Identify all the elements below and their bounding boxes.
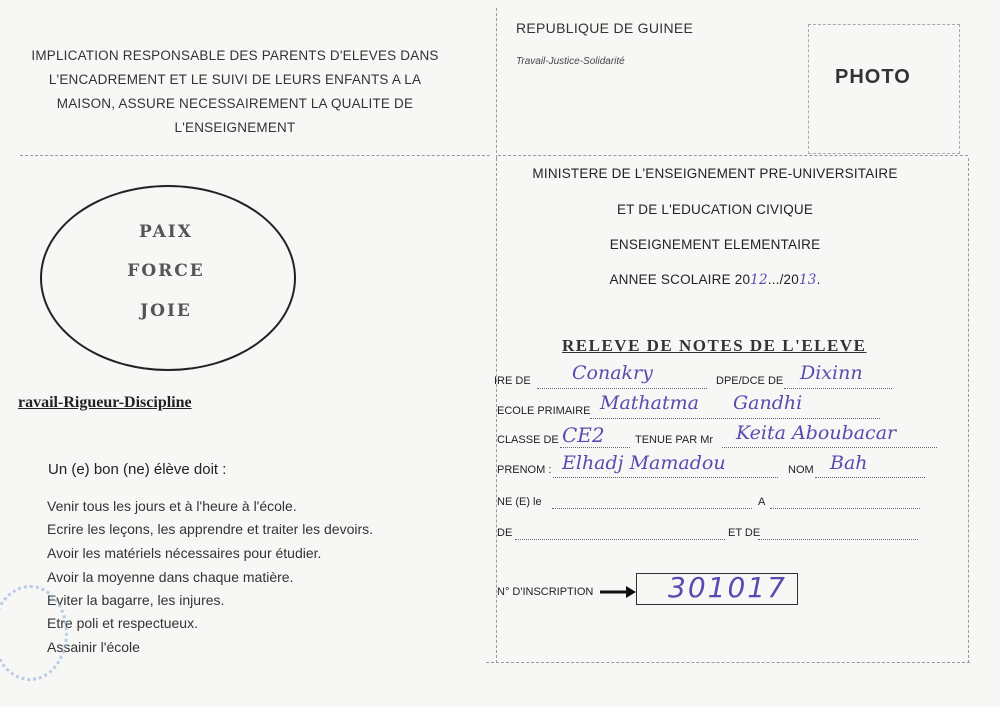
- school-year-label: ANNEE SCOLAIRE 20: [609, 272, 751, 287]
- releve-title: RELEVE DE NOTES DE L'ELEVE: [562, 336, 867, 355]
- frame-bottom: [486, 662, 970, 663]
- school-year-sep: .../20: [767, 272, 799, 287]
- rule-item: Avoir les matériels nécessaires pour étudier.: [47, 545, 322, 561]
- ecole-label: ECOLE PRIMAIRE: [497, 405, 591, 417]
- de-label: DE: [497, 527, 513, 539]
- ministry-line: MINISTERE DE L'ENSEIGNEMENT PRE-UNIVERSITAIRE: [532, 166, 898, 181]
- ne-label: NE (E) le: [497, 496, 542, 508]
- photo-box: [808, 24, 960, 154]
- classe-line: [560, 447, 630, 448]
- national-devise: Travail-Justice-Solidarité: [516, 56, 625, 67]
- ne-line: [552, 508, 752, 509]
- etde-line: [758, 539, 918, 540]
- good-student-title: Un (e) bon (ne) élève doit :: [48, 461, 227, 478]
- dpe-value: Dixinn: [800, 362, 863, 384]
- school-year: [500, 272, 930, 288]
- stamp-mark: [0, 585, 68, 681]
- rule-item: Etre poli et respectueux.: [47, 615, 198, 631]
- tenue-label: TENUE PAR Mr: [635, 434, 714, 446]
- de-line: [515, 539, 725, 540]
- motto-line: L'ENSEIGNEMENT: [174, 120, 296, 135]
- nom-value: Bah: [830, 452, 868, 474]
- emblem-word-force: FORCE: [127, 261, 205, 281]
- ire-value: Conakry: [572, 362, 653, 384]
- ecole-value: Mathatma Gandhi: [600, 392, 803, 414]
- nom-line: [815, 477, 925, 478]
- rule-item: Eviter la bagarre, les injures.: [47, 592, 225, 608]
- divider: [20, 155, 490, 156]
- prenom-value: Elhadj Mamadou: [562, 452, 726, 474]
- ire-label: IRE DE: [494, 375, 531, 387]
- rule-item: Ecrire les leçons, les apprendre et traiter les devoirs.: [47, 521, 374, 537]
- inscription-label: N° D'INSCRIPTION: [497, 586, 594, 598]
- school-year-start: 12: [750, 272, 768, 288]
- rule-item: Venir tous les jours et à l'heure à l'école.: [47, 498, 297, 514]
- a-label: A: [758, 496, 766, 508]
- emblem-word-paix: PAIX: [139, 222, 193, 242]
- ministry-line: ET DE L'EDUCATION CIVIQUE: [616, 202, 814, 217]
- divider: [496, 8, 497, 158]
- republic-title: REPUBLIQUE DE GUINEE: [516, 20, 694, 36]
- discipline-motto: ravail-Rigueur-Discipline: [18, 394, 192, 411]
- motto-block: [20, 44, 450, 140]
- ministry-line: ENSEIGNEMENT ELEMENTAIRE: [609, 237, 821, 252]
- tenue-value: Keita Aboubacar: [736, 422, 897, 444]
- inscription-value: 301017: [668, 571, 787, 604]
- prenom-line: [553, 477, 778, 478]
- rule-item: Assainir l'école: [47, 639, 140, 655]
- prenom-label: PRENOM :: [497, 464, 552, 476]
- ecole-line: [590, 418, 880, 419]
- frame-right: [968, 158, 969, 663]
- dpe-label: DPE/DCE DE: [716, 375, 784, 387]
- nom-label: NOM: [788, 464, 814, 476]
- arrow-right-icon: [600, 585, 636, 599]
- divider: [498, 155, 968, 156]
- classe-value: CE2: [562, 423, 605, 447]
- motto-line: IMPLICATION RESPONSABLE DES PARENTS D'ELEVES DANS: [31, 48, 439, 63]
- ire-line: [537, 388, 707, 389]
- classe-label: CLASSE DE: [497, 434, 559, 446]
- a-line: [770, 508, 920, 509]
- motto-line: MAISON, ASSURE NECESSAIREMENT LA QUALITE DE: [56, 96, 414, 111]
- school-year-end: 13: [798, 272, 817, 288]
- tenue-line: [722, 447, 937, 448]
- emblem-word-joie: JOIE: [140, 301, 192, 321]
- motto-line: L'ENCADREMENT ET LE SUIVI DE LEURS ENFANTS A LA: [48, 72, 422, 87]
- rule-item: Avoir la moyenne dans chaque matière.: [47, 569, 294, 585]
- etde-label: ET DE: [728, 527, 761, 539]
- photo-label: PHOTO: [835, 66, 911, 88]
- school-year-dot: .: [816, 272, 821, 287]
- dpe-line: [784, 388, 892, 389]
